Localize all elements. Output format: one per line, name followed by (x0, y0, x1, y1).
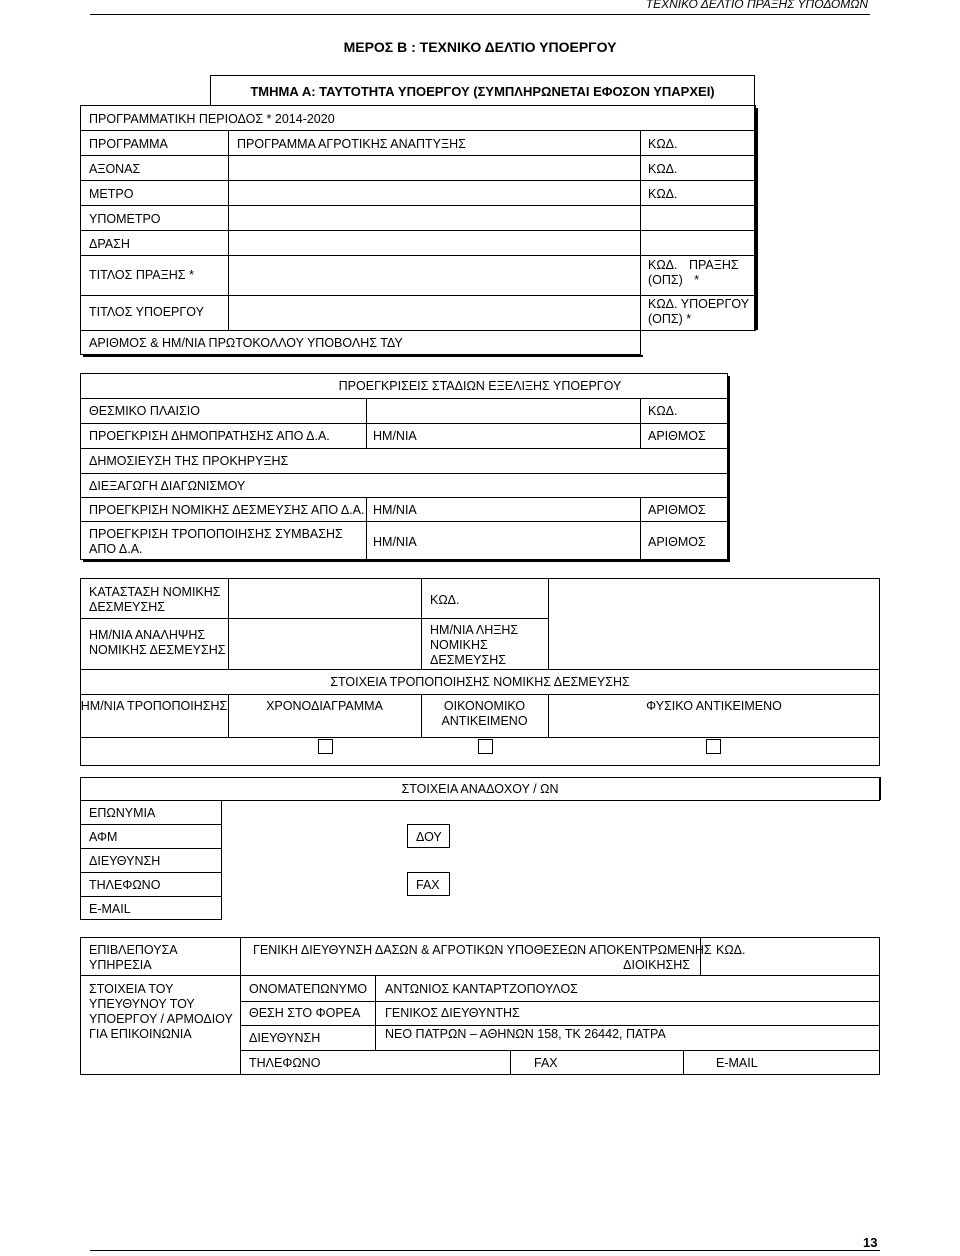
section-a-heading: ΤΜΗΜΑ Α: ΤΑΥΤΟΤΗΤΑ ΥΠΟΕΡΓΟΥ (ΣΥΜΠΛΗΡΩΝΕΤΑΙ ΕΦΟΣΟΝ ΥΠΑΡΧΕΙ) (250, 84, 715, 99)
page-title: ΜΕΡΟΣ Β : ΤΕΧΝΙΚΟ ΔΕΛΤΙΟ ΥΠΟΕΡΓΟΥ (343, 39, 617, 55)
onomateponymo-label: ΟΝΟΜΑΤΕΠΩΝΥΜΟ (249, 982, 368, 996)
titlos-ypoergou-label: ΤΙΤΛΟΣ ΥΠΟΕΡΓΟΥ (89, 305, 204, 319)
metro-code-label: ΚΩΔ. (648, 187, 678, 201)
header-rule (90, 14, 870, 15)
metro-label: ΜΕΤΡΟ (89, 187, 134, 201)
epivlepousa-code-label: ΚΩΔ. (716, 943, 746, 957)
axonas-label: ΑΞΟΝΑΣ (89, 162, 141, 176)
tropopoiisi-date-label: ΗΜ/ΝΙΑ (373, 535, 417, 549)
titlos-praxis-label: ΤΙΤΛΟΣ ΠΡΑΞΗΣ * (89, 268, 194, 282)
analipsi-label: ΗΜ/ΝΙΑ ΑΝΑΛΗΨΗΣ ΝΟΜΙΚΗΣ ΔΕΣΜΕΥΣΗΣ (89, 628, 226, 657)
xronodiagramma-checkbox[interactable] (318, 739, 333, 754)
page-number: 13 (863, 1235, 878, 1250)
dimopratisi-date-label: ΗΜ/ΝΙΑ (373, 429, 417, 443)
supervision-tilefono-label: ΤΗΛΕΦΩΝΟ (249, 1056, 321, 1070)
supervision-fax-label: FAX (534, 1056, 558, 1070)
fysiko-label: ΦΥΣΙΚΟ ΑΝΤΙΚΕΙΜΕΝΟ (646, 699, 782, 713)
fysiko-checkbox[interactable] (706, 739, 721, 754)
contractor-tilefono-label: ΤΗΛΕΦΩΝΟ (89, 878, 161, 892)
footer-rule (90, 1250, 880, 1251)
contractor-email-label: E-MAIL (89, 902, 131, 916)
epivlepousa-label: ΕΠΙΒΛΕΠΟΥΣΑ ΥΠΗΡΕΣΙΑ (89, 943, 177, 972)
dimopratisi-number-label: ΑΡΙΘΜΟΣ (648, 429, 706, 443)
dimosieysi-label: ΔΗΜΟΣΙΕΥΣΗ ΤΗΣ ΠΡΟΚΗΡΥΞΗΣ (89, 454, 289, 468)
epivlepousa-value-line2: ΔΙΟΙΚΗΣΗΣ (623, 958, 690, 972)
lixi-label: ΗΜ/ΝΙΑ ΛΗΞΗΣ ΝΟΜΙΚΗΣ ΔΕΣΜΕΥΣΗΣ (430, 623, 519, 667)
programma-value: ΠΡΟΓΡΑΜΜΑ ΑΓΡΟΤΙΚΗΣ ΑΝΑΠΤΥΞΗΣ (237, 137, 466, 151)
supervision-dieythynsi-label: ΔΙΕΥΘΥΝΣΗ (249, 1031, 321, 1045)
ypometro-label: ΥΠΟΜΕΤΡΟ (89, 212, 161, 226)
nomiki-desmeusi-date-label: ΗΜ/ΝΙΑ (373, 503, 417, 517)
contact-label: ΣΤΟΙΧΕΙΑ ΤΟΥ ΥΠΕΥΘΥΝΟΥ ΤΟΥ ΥΠΟΕΡΓΟΥ / ΑΡΜΟΔΙΟΥ ΓΙΑ ΕΠΙΚΟΙΝΩΝΙΑ (89, 982, 233, 1041)
thesi-value: ΓΕΝΙΚΟΣ ΔΙΕΥΘΥΝΤΗΣ (385, 1006, 520, 1020)
code-praxis-label: ΚΩΔ. ΠΡΑΞΗΣ (ΟΠΣ) * (648, 258, 739, 287)
onomateponymo-value: ΑΝΤΩΝΙΟΣ ΚΑΝΤΑΡΤΖΟΠΟΥΛΟΣ (385, 982, 578, 996)
supervision-dieythynsi-value: ΝΕΟ ΠΑΤΡΩΝ – ΑΘΗΝΩΝ 158, ΤΚ 26442, ΠΑΤΡΑ (385, 1027, 666, 1041)
stoixeia-tropop-heading: ΣΤΟΙΧΕΙΑ ΤΡΟΠΟΠΟΙΗΣΗΣ ΝΟΜΙΚΗΣ ΔΕΣΜΕΥΣΗΣ (330, 675, 630, 689)
katastasi-code-label: ΚΩΔ. (430, 593, 460, 607)
oikonomiko-checkbox[interactable] (478, 739, 493, 754)
axonas-code-label: ΚΩΔ. (648, 162, 678, 176)
supervision-email-label: E-MAIL (716, 1056, 758, 1070)
dienergeia-label: ΔΙΕΞΑΓΩΓΗ ΔΙΑΓΩΝΙΣΜΟΥ (89, 479, 246, 493)
contractor-fax-label: FAX (416, 878, 440, 892)
thesi-label: ΘΕΣΗ ΣΤΟ ΦΟΡΕΑ (249, 1006, 361, 1020)
xronodiagramma-label: ΧΡΟΝΟΔΙΑΓΡΑΜΜΑ (266, 699, 383, 713)
oikonomiko-label: ΟΙΚΟΝΟΜΙΚΟ ΑΝΤΙΚΕΙΜΕΝΟ (441, 699, 528, 728)
contractor-heading: ΣΤΟΙΧΕΙΑ ΑΝΑΔΟΧΟΥ / ΩΝ (401, 782, 559, 796)
tropopoiisi-label: ΠΡΟΕΓΚΡΙΣΗ ΤΡΟΠΟΠΟΙΗΣΗΣ ΣΥΜΒΑΣΗΣ ΑΠΟ Δ.Α. (89, 527, 343, 556)
nomiki-desmeusi-number-label: ΑΡΙΘΜΟΣ (648, 503, 706, 517)
afm-label: ΑΦΜ (89, 830, 118, 844)
contractor-dieythynsi-label: ΔΙΕΥΘΥΝΣΗ (89, 854, 161, 868)
running-header: ΤΕΧΝΙΚΟ ΔΕΛΤΙΟ ΠΡΑΞΗΣ ΥΠΟΔΟΜΩΝ (645, 0, 868, 11)
thesmiko-code-label: ΚΩΔ. (648, 404, 678, 418)
eponymia-label: ΕΠΩΝΥΜΙΑ (89, 806, 156, 820)
imnia-tropop-label: ΗΜ/ΝΙΑ ΤΡΟΠΟΠΟΙΗΣΗΣ (80, 699, 228, 713)
code-ypoergou-label: ΚΩΔ. ΥΠΟΕΡΓΟΥ (ΟΠΣ) * (648, 297, 749, 326)
programma-code-label: ΚΩΔ. (648, 137, 678, 151)
dimopratisi-label: ΠΡΟΕΓΚΡΙΣΗ ΔΗΜΟΠΡΑΤΗΣΗΣ ΑΠΟ Δ.Α. (89, 429, 330, 443)
epivlepousa-value-line1: ΓΕΝΙΚΗ ΔΙΕΥΘΥΝΣΗ ΔΑΣΩΝ & ΑΓΡΟΤΙΚΩΝ ΥΠΟΘΕΣΕΩΝ ΑΠΟΚΕΝΤΡΩΜΕΝΗΣ (253, 943, 712, 957)
thesmiko-label: ΘΕΣΜΙΚΟ ΠΛΑΙΣΙΟ (89, 404, 200, 418)
arithmos-protokollou-label: ΑΡΙΘΜΟΣ & ΗΜ/ΝΙΑ ΠΡΩΤΟΚΟΛΛΟΥ ΥΠΟΒΟΛΗΣ ΤΔΥ (89, 336, 403, 350)
approvals-heading: ΠΡΟΕΓΚΡΙΣΕΙΣ ΣΤΑΔΙΩΝ ΕΞΕΛΙΞΗΣ ΥΠΟΕΡΓΟΥ (338, 379, 622, 393)
period-label: ΠΡΟΓΡΑΜΜΑΤΙΚΗ ΠΕΡΙΟΔΟΣ * 2014-2020 (89, 112, 335, 126)
nomiki-desmeusi-label: ΠΡΟΕΓΚΡΙΣΗ ΝΟΜΙΚΗΣ ΔΕΣΜΕΥΣΗΣ ΑΠΟ Δ.Α. (89, 503, 365, 517)
tropopoiisi-number-label: ΑΡΙΘΜΟΣ (648, 535, 706, 549)
katastasi-label: ΚΑΤΑΣΤΑΣΗ ΝΟΜΙΚΗΣ ΔΕΣΜΕΥΣΗΣ (89, 585, 221, 614)
programma-label: ΠΡΟΓΡΑΜΜΑ (89, 137, 168, 151)
drasi-label: ΔΡΑΣΗ (89, 237, 130, 251)
doy-label: ΔΟΥ (416, 830, 442, 844)
